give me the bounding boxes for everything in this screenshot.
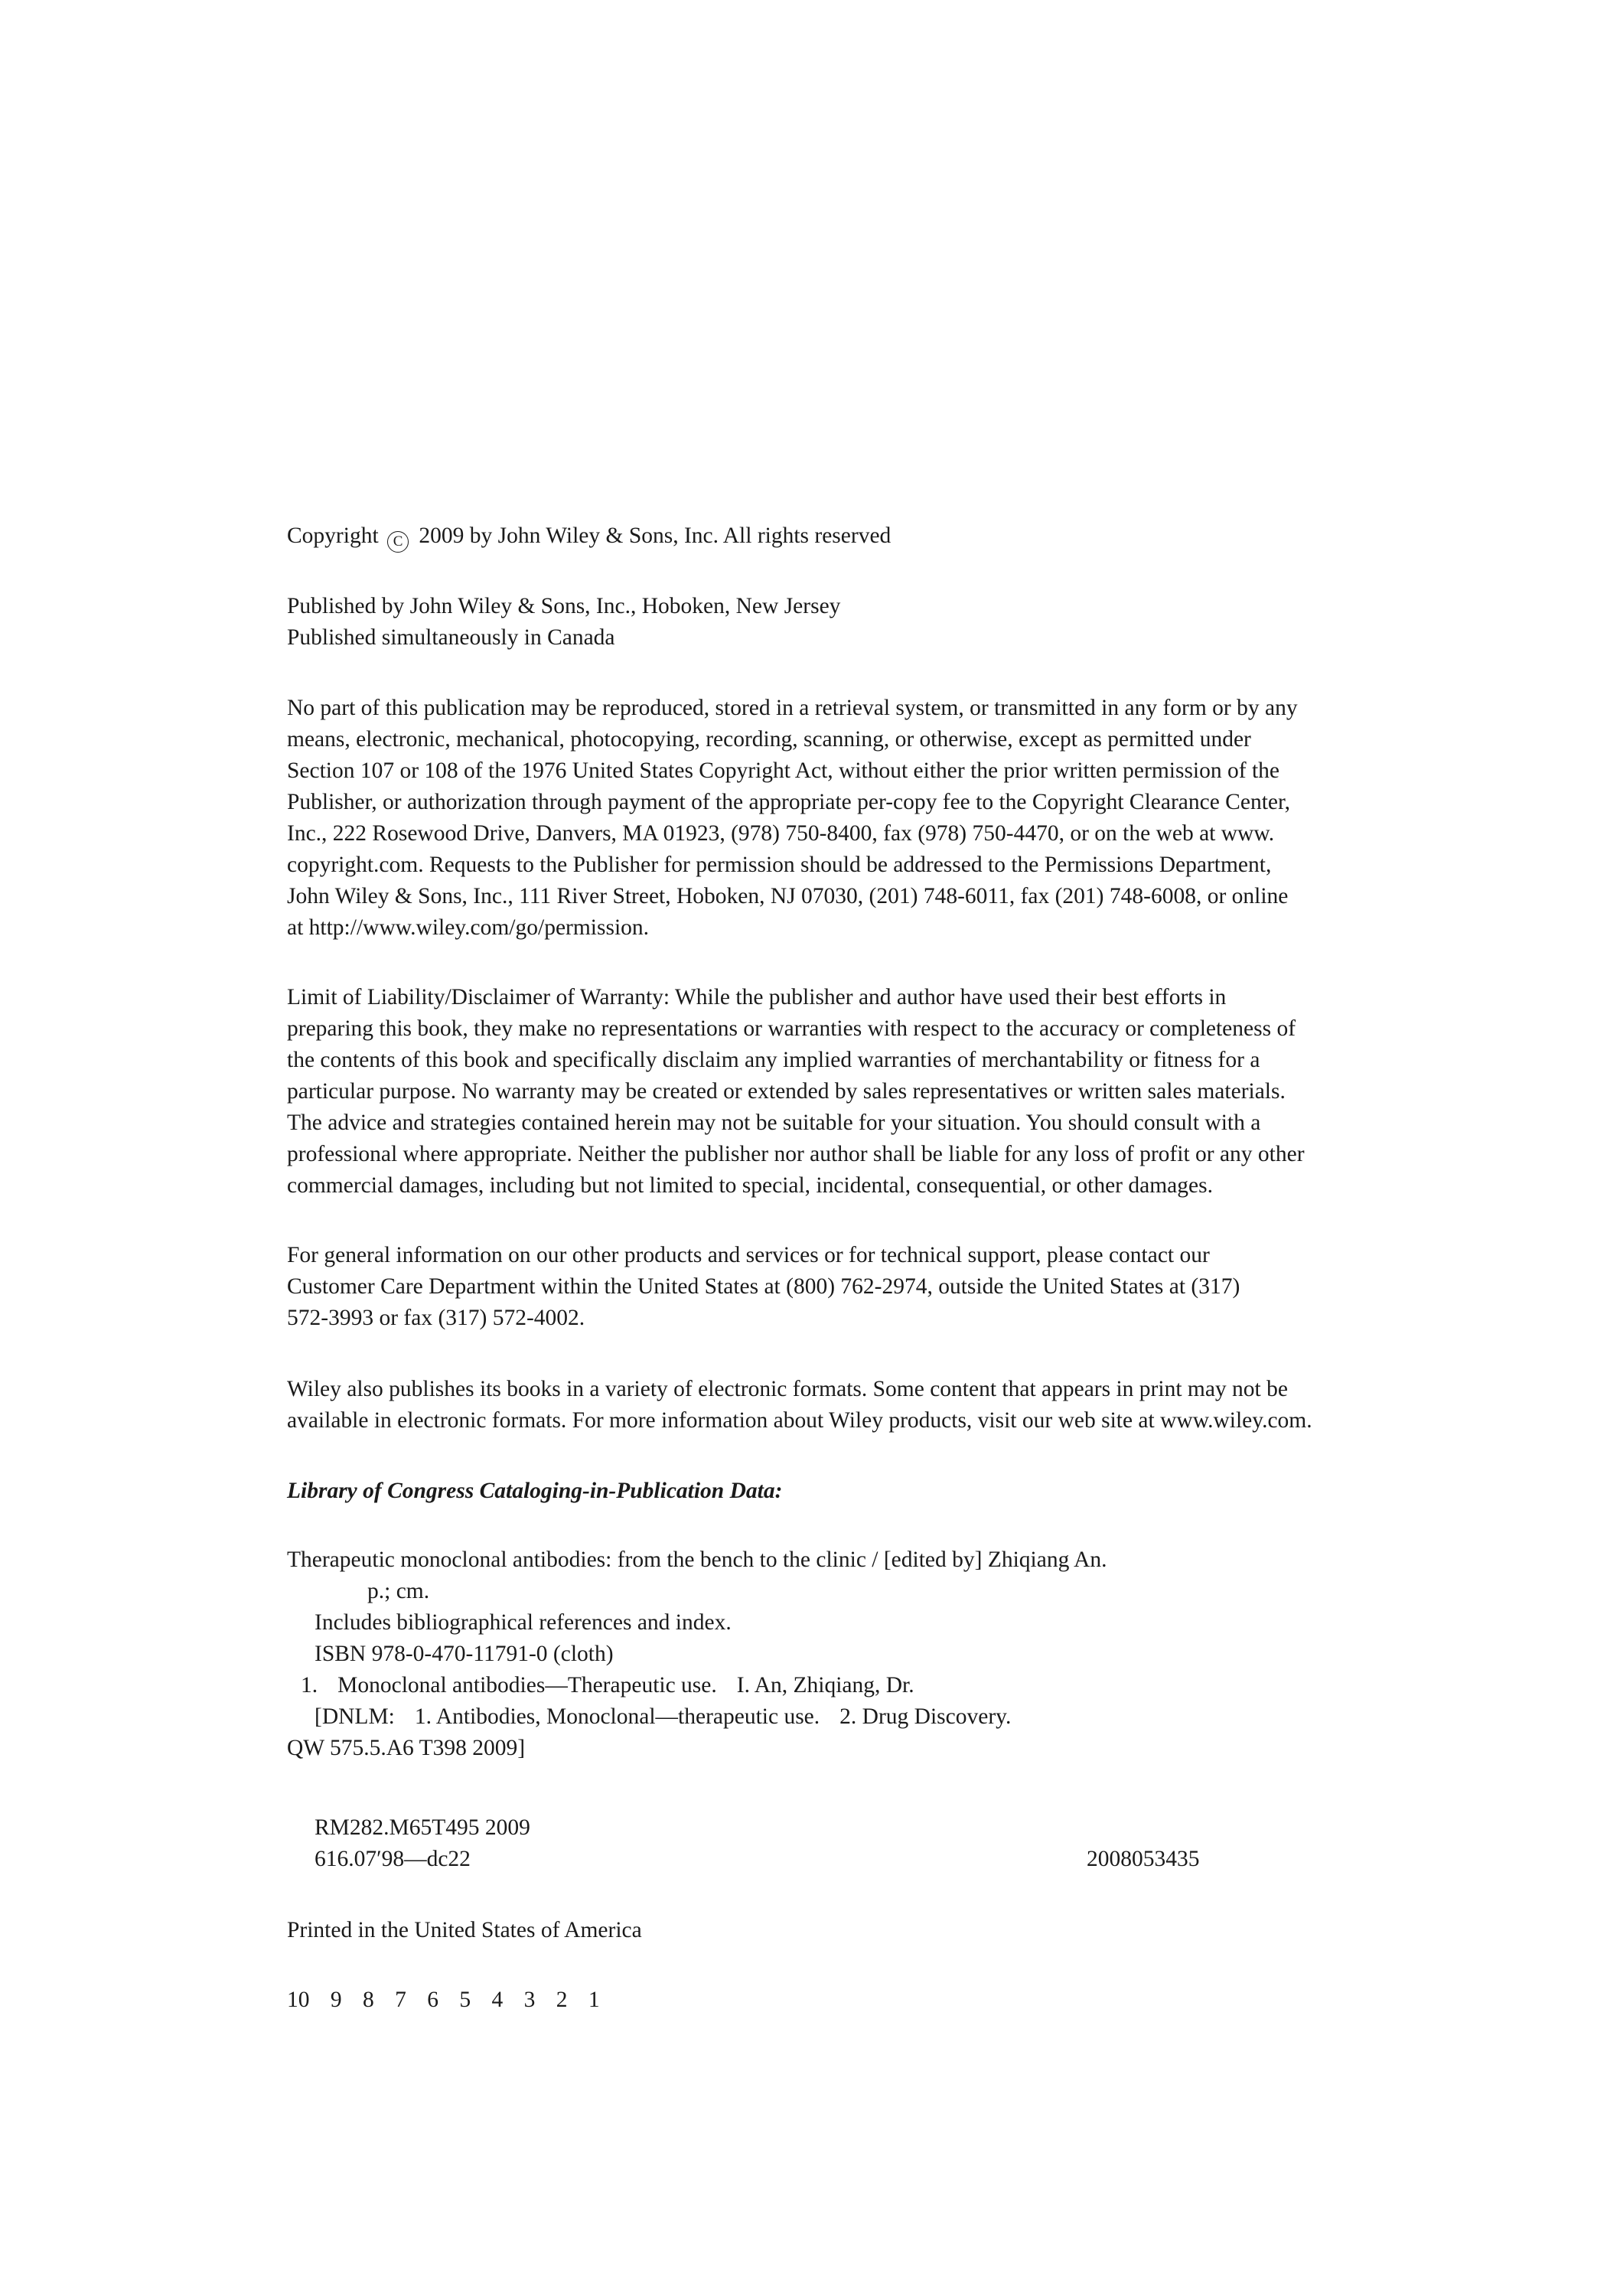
- text-line: For general information on our other products and services or for technical support, please contact our: [287, 1243, 1210, 1267]
- text-line: No part of this publication may be reproduced, stored in a retrieval system, or transmitted in any form or by any: [287, 696, 1298, 720]
- cip-lccn: 2008053435: [1087, 1847, 1200, 1871]
- printing-numbers: 10 9 8 7 6 5 4 3 2 1: [287, 1988, 600, 2012]
- cip-subject-b: I. An, Zhiqiang, Dr.: [736, 1673, 914, 1698]
- cip-title-line: Therapeutic monoclonal antibodies: from the bench to the clinic / [edited by] Zhiqiang An.: [287, 1548, 1107, 1572]
- text-line: Limit of Liability/Disclaimer of Warranty: While the publisher and author have used their best efforts in: [287, 985, 1227, 1009]
- text-line: at http://www.wiley.com/go/permission.: [287, 915, 650, 940]
- copyright-text: 2009 by John Wiley & Sons, Inc. All rights reserved: [419, 523, 892, 548]
- printed-in-text: Printed in the United States of America: [287, 1918, 642, 1942]
- cip-dnlm-subject-1: 1. Antibodies, Monoclonal—therapeutic use.: [414, 1704, 820, 1729]
- copyright-prefix: Copyright: [287, 523, 379, 548]
- cip-dewey-row: [287, 1844, 1450, 1875]
- cip-data: [287, 1544, 1450, 1764]
- call-numbers: [287, 1812, 1450, 1875]
- printing-line: [287, 1985, 1450, 2016]
- text-line: preparing this book, they make no representations or warranties with respect to the accuracy or completeness of: [287, 1016, 1296, 1041]
- publisher-statement: [287, 591, 1450, 654]
- text-line: means, electronic, mechanical, photocopying, recording, scanning, or otherwise, except as permitted under: [287, 727, 1251, 752]
- cip-dnlm-label: [DNLM:: [315, 1704, 395, 1729]
- cip-includes-line: Includes bibliographical references and index.: [315, 1610, 732, 1635]
- text-line: professional where appropriate. Neither the publisher nor author shall be liable for any loss of profit or any other: [287, 1142, 1305, 1166]
- copyright-symbol: C: [387, 531, 409, 553]
- text-line: the contents of this book and specifically disclaim any implied warranties of merchantability or fitness for a: [287, 1048, 1260, 1072]
- cip-call-number: RM282.M65T495 2009: [315, 1815, 530, 1840]
- published-line: Published simultaneously in Canada: [287, 625, 615, 650]
- cip-qw-line: QW 575.5.A6 T398 2009]: [287, 1736, 526, 1760]
- copyright-notice: [287, 520, 1450, 553]
- electronic-formats-notice: [287, 1374, 1450, 1437]
- text-line: Customer Care Department within the United States at (800) 762-2974, outside the United States at (317): [287, 1274, 1240, 1299]
- printed-location: [287, 1915, 1450, 1946]
- cip-heading-text: Library of Congress Cataloging-in-Publication Data:: [287, 1479, 783, 1503]
- text-line: Section 107 or 108 of the 1976 United States Copyright Act, without either the prior written permission of the: [287, 758, 1279, 783]
- cip-dnlm-subject-2: 2. Drug Discovery.: [839, 1704, 1012, 1729]
- cip-pages-line: p.; cm.: [367, 1579, 430, 1603]
- text-line: John Wiley & Sons, Inc., 111 River Street, Hoboken, NJ 07030, (201) 748-6011, fax (201) 748-6008, or online: [287, 884, 1289, 908]
- published-line: Published by John Wiley & Sons, Inc., Hoboken, New Jersey: [287, 594, 841, 618]
- cip-isbn-line: ISBN 978-0-470-11791-0 (cloth): [315, 1642, 614, 1666]
- text-line: 572-3993 or fax (317) 572-4002.: [287, 1306, 585, 1330]
- reproduction-notice: [287, 693, 1450, 944]
- text-line: copyright.com. Requests to the Publisher for permission should be addressed to the Permissions Department,: [287, 853, 1272, 877]
- cip-dewey: 616.07′98—dc22: [315, 1847, 471, 1871]
- text-line: Inc., 222 Rosewood Drive, Danvers, MA 01923, (978) 750-8400, fax (978) 750-4470, or on the web at www.: [287, 821, 1275, 846]
- cip-subject-number: 1.: [301, 1673, 318, 1698]
- text-line: available in electronic formats. For more information about Wiley products, visit our web site at www.wiley.com.: [287, 1408, 1312, 1433]
- cip-subject-a: Monoclonal antibodies—Therapeutic use.: [337, 1673, 717, 1698]
- text-line: Wiley also publishes its books in a variety of electronic formats. Some content that appears in print may not be: [287, 1377, 1288, 1401]
- text-line: Publisher, or authorization through payment of the appropriate per-copy fee to the Copyright Clearance Center,: [287, 790, 1291, 814]
- general-information: [287, 1240, 1450, 1334]
- text-line: particular purpose. No warranty may be created or extended by sales representatives or written sales materials.: [287, 1079, 1286, 1104]
- cip-dnlm-line: [287, 1701, 1450, 1733]
- liability-disclaimer: [287, 982, 1450, 1202]
- cip-heading: [287, 1476, 1450, 1507]
- cip-subject-line: [287, 1670, 1450, 1701]
- text-line: commercial damages, including but not limited to special, incidental, consequential, or other damages.: [287, 1173, 1213, 1198]
- text-line: The advice and strategies contained herein may not be suitable for your situation. You should consult with a: [287, 1110, 1261, 1135]
